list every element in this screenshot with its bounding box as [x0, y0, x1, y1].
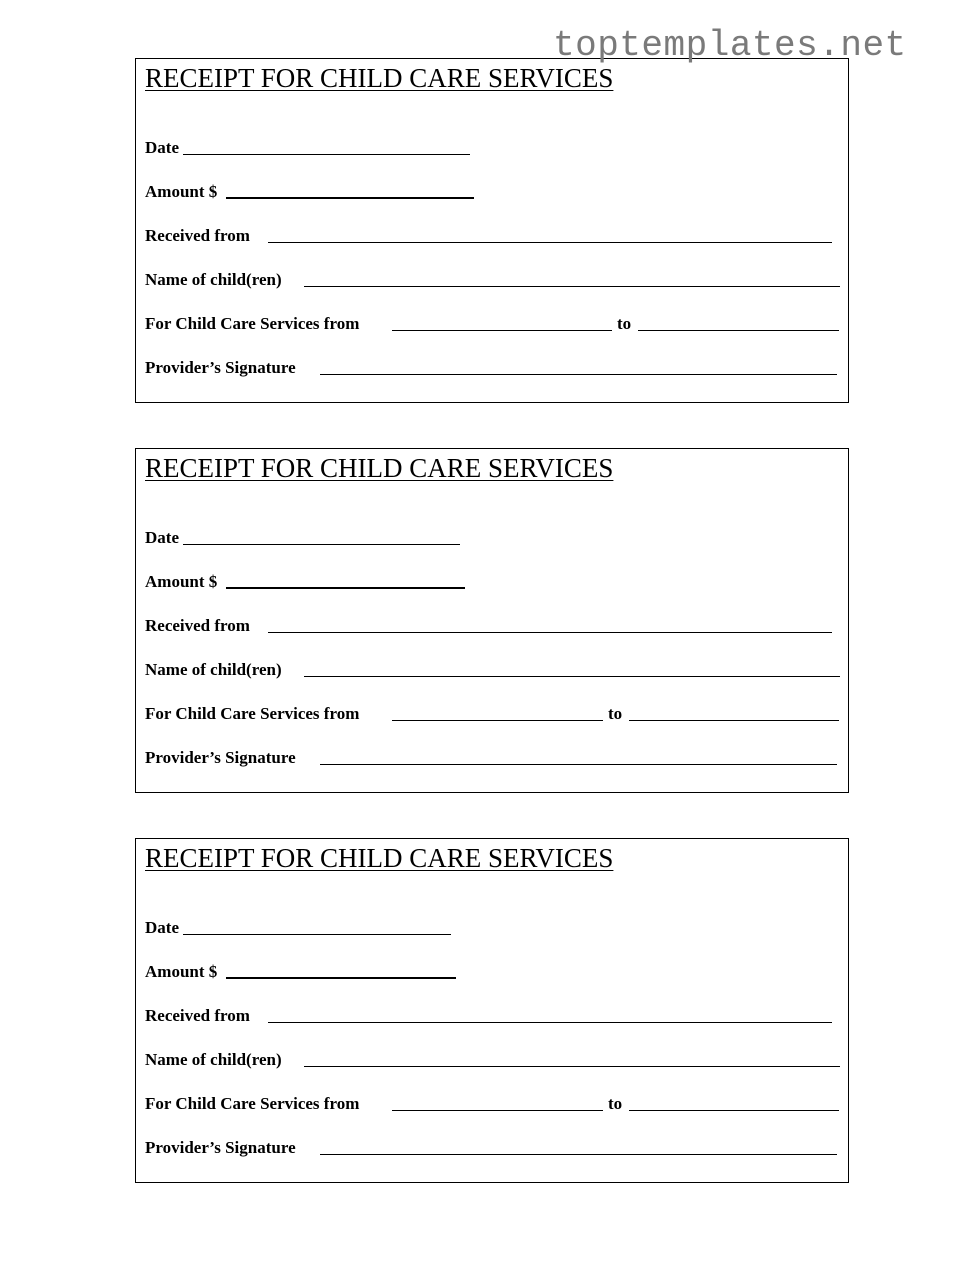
- service-from-field[interactable]: [392, 330, 612, 331]
- date-label: Date: [145, 138, 179, 157]
- received-from-label: Received from: [145, 1006, 250, 1025]
- service-period-label: For Child Care Services from: [145, 314, 360, 333]
- received-from-field[interactable]: [268, 632, 832, 633]
- signature-label: Provider’s Signature: [145, 358, 296, 377]
- signature-field[interactable]: [320, 374, 837, 375]
- amount-field[interactable]: [226, 587, 465, 589]
- service-from-field[interactable]: [392, 720, 603, 721]
- amount-label: Amount $: [145, 182, 218, 201]
- received-from-label: Received from: [145, 226, 250, 245]
- children-field[interactable]: [304, 1066, 840, 1067]
- children-label: Name of child(ren): [145, 660, 282, 679]
- children-field[interactable]: [304, 286, 840, 287]
- receipt-form-2: [135, 448, 849, 793]
- date-field[interactable]: [183, 934, 451, 935]
- service-from-field[interactable]: [392, 1110, 603, 1111]
- service-to-field[interactable]: [629, 1110, 839, 1111]
- receipt-title: RECEIPT FOR CHILD CARE SERVICES: [145, 843, 614, 873]
- amount-field[interactable]: [226, 197, 474, 199]
- to-label: to: [608, 1094, 623, 1113]
- children-label: Name of child(ren): [145, 270, 282, 289]
- service-period-label: For Child Care Services from: [145, 1094, 360, 1113]
- received-from-field[interactable]: [268, 242, 832, 243]
- received-from-label: Received from: [145, 616, 250, 635]
- to-label: to: [617, 314, 632, 333]
- receipt-form-3: [135, 838, 849, 1183]
- date-field[interactable]: [183, 544, 460, 545]
- receipt-form-1: [135, 58, 849, 403]
- signature-label: Provider’s Signature: [145, 748, 296, 767]
- signature-label: Provider’s Signature: [145, 1138, 296, 1157]
- receipt-title: RECEIPT FOR CHILD CARE SERVICES: [145, 453, 614, 483]
- service-to-field[interactable]: [629, 720, 839, 721]
- date-label: Date: [145, 528, 179, 547]
- to-label: to: [608, 704, 623, 723]
- watermark: toptemplates.net: [553, 25, 907, 66]
- signature-field[interactable]: [320, 764, 837, 765]
- date-field[interactable]: [183, 154, 470, 155]
- amount-label: Amount $: [145, 962, 218, 981]
- receipt-title: RECEIPT FOR CHILD CARE SERVICES: [145, 63, 614, 93]
- service-to-field[interactable]: [638, 330, 839, 331]
- signature-field[interactable]: [320, 1154, 837, 1155]
- amount-label: Amount $: [145, 572, 218, 591]
- service-period-label: For Child Care Services from: [145, 704, 360, 723]
- children-field[interactable]: [304, 676, 840, 677]
- amount-field[interactable]: [226, 977, 456, 979]
- received-from-field[interactable]: [268, 1022, 832, 1023]
- children-label: Name of child(ren): [145, 1050, 282, 1069]
- date-label: Date: [145, 918, 179, 937]
